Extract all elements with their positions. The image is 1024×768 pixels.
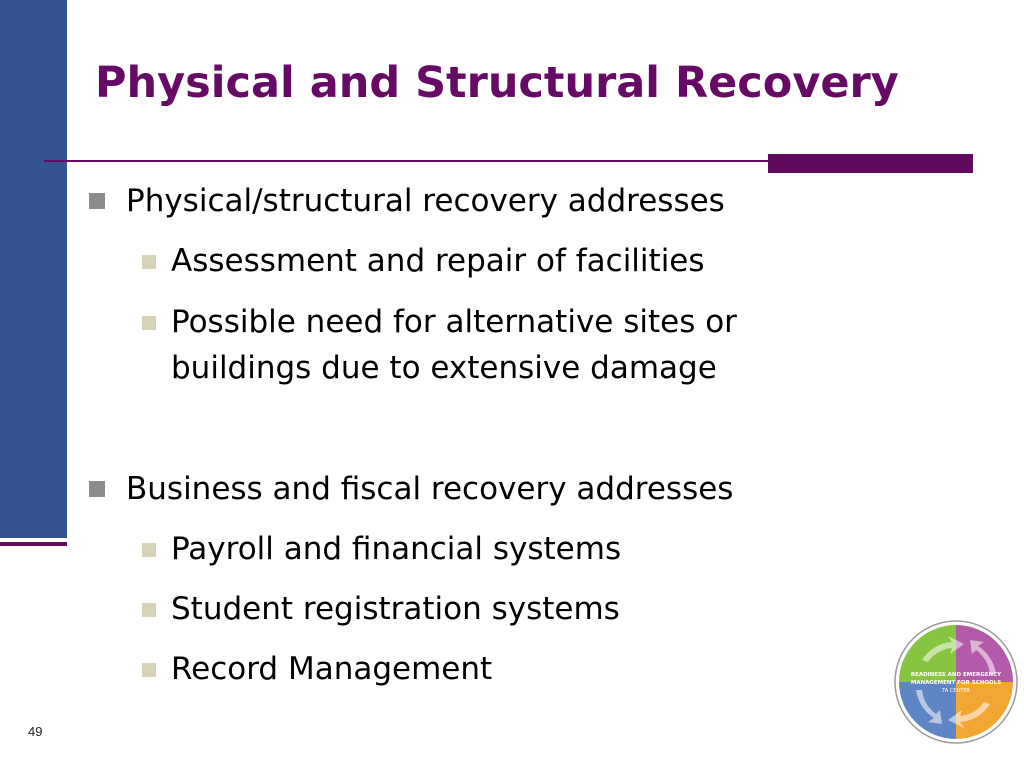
logo-text-line: MANAGEMENT FOR SCHOOLS bbox=[910, 680, 1002, 686]
logo-text-line: READINESS AND EMERGENCY bbox=[910, 672, 1002, 678]
square-bullet-icon bbox=[142, 543, 156, 557]
title-accent-bar bbox=[768, 154, 973, 173]
sidebar-accent-line bbox=[0, 542, 67, 546]
square-bullet-icon bbox=[89, 193, 105, 209]
square-bullet-icon bbox=[142, 316, 156, 330]
readiness-emergency-management-logo-icon bbox=[894, 620, 1018, 744]
sub-bullet-item bbox=[171, 526, 621, 572]
title-rule bbox=[44, 160, 784, 162]
page-number: 49 bbox=[28, 724, 43, 739]
square-bullet-icon bbox=[142, 255, 156, 269]
sub-bullet-text: Payroll and financial systems bbox=[171, 531, 622, 567]
sub-bullet-text: Student registration systems bbox=[171, 591, 620, 627]
bullet-item bbox=[126, 178, 725, 224]
sub-bullet-item bbox=[171, 238, 705, 284]
bullet-text: Business and fiscal recovery addresses bbox=[126, 471, 734, 507]
square-bullet-icon bbox=[89, 481, 105, 497]
sub-bullet-item bbox=[171, 646, 492, 692]
sidebar-bar bbox=[0, 0, 67, 538]
sub-bullet-text: Assessment and repair of facilities bbox=[171, 243, 705, 279]
square-bullet-icon bbox=[142, 603, 156, 617]
sub-bullet-text: Possible need for alternative sites or bbox=[171, 304, 737, 340]
sub-bullet-item bbox=[171, 299, 737, 391]
sub-bullet-text: Record Management bbox=[171, 651, 493, 687]
slide-title: Physical and Structural Recovery bbox=[95, 58, 899, 108]
bullet-item bbox=[126, 466, 733, 512]
sub-bullet-text-continued: buildings due to extensive damage bbox=[171, 350, 717, 386]
logo-text-line: TA CENTER bbox=[942, 688, 970, 694]
bullet-text: Physical/structural recovery addresses bbox=[126, 183, 725, 219]
sub-bullet-item bbox=[171, 586, 620, 632]
square-bullet-icon bbox=[142, 663, 156, 677]
